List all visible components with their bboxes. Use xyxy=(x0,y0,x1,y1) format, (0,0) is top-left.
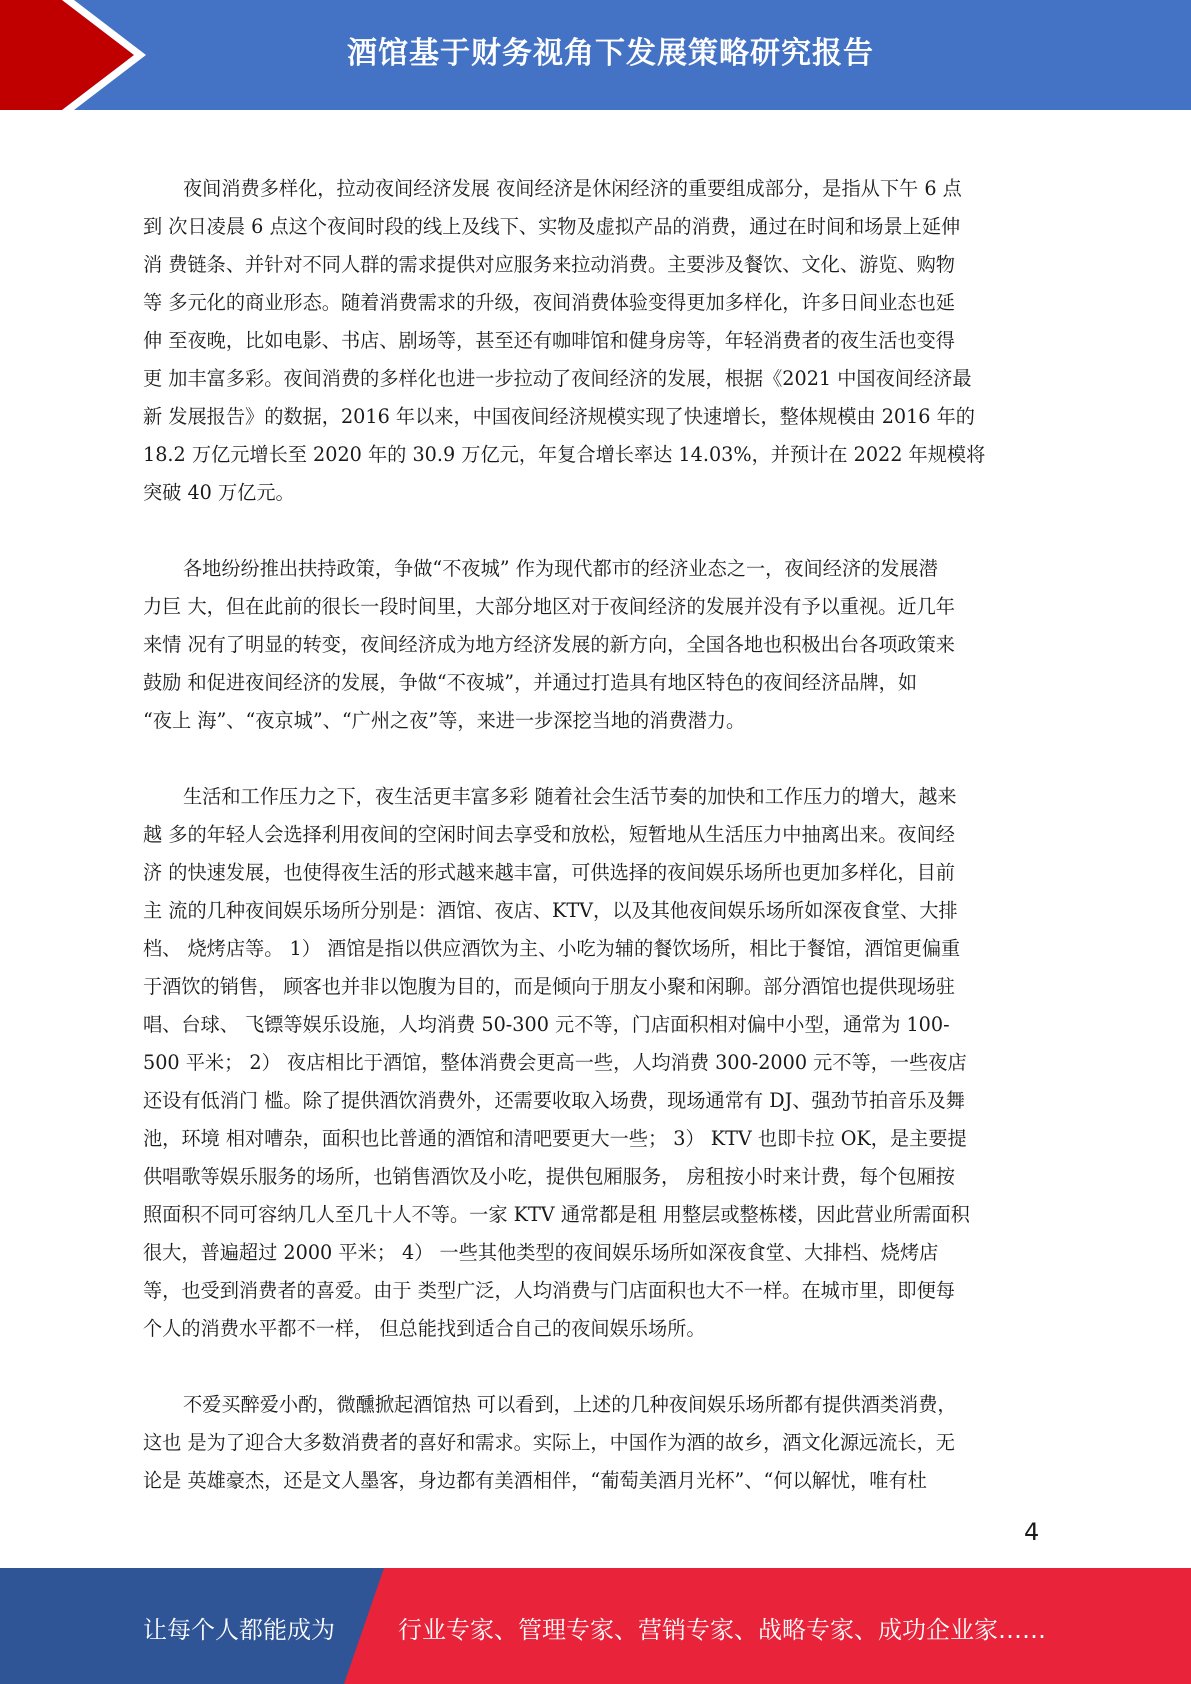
paragraph-line: 等 多元化的商业形态。随着消费需求的升级，夜间消费体验变得更加多样化，许多日间业态也延 xyxy=(143,291,955,314)
paragraph-line: 供唱歌等娱乐服务的场所，也销售酒饮及小吃，提供包厢服务， 房租按小时来计费，每个包厢按 xyxy=(143,1165,955,1188)
paragraph-line: 鼓励 和促进夜间经济的发展，争做“不夜城”，并通过打造具有地区特色的夜间经济品牌，如 xyxy=(143,671,918,694)
paragraph-line: 照面积不同可容纳几人至几十人不等。一家 KTV 通常都是租 用整层或整栋楼，因此营业所需面积 xyxy=(143,1203,970,1226)
document-body xyxy=(143,170,1048,1538)
paragraph-line: 越 多的年轻人会选择利用夜间的空闲时间去享受和放松，短暂地从生活压力中抽离出来。夜间经 xyxy=(143,823,955,846)
paragraph-line: 消 费链条、并针对不同人群的需求提供对应服务来拉动消费。主要涉及餐饮、文化、游览、购物 xyxy=(143,253,955,276)
page-header xyxy=(0,0,1191,110)
paragraph-line: 新 发展报告》的数据，2016 年以来，中国夜间经济规模实现了快速增长，整体规模由 2016 年的 xyxy=(143,405,975,428)
paragraph-line: 到 次日凌晨 6 点这个夜间时段的线上及线下、实物及虚拟产品的消费，通过在时间和场景上延伸 xyxy=(143,215,961,238)
paragraph-line: 夜间消费多样化，拉动夜间经济发展 夜间经济是休闲经济的重要组成部分，是指从下午 6 点 xyxy=(183,177,962,200)
footer-slogan-right: 行业专家、管理专家、营销专家、战略专家、成功企业家…… xyxy=(398,1616,1046,1644)
paragraph-line: 力巨 大，但在此前的很长一段时间里，大部分地区对于夜间经济的发展并没有予以重视。近几年 xyxy=(143,595,955,618)
paragraph-line: 等，也受到消费者的喜爱。由于 类型广泛，人均消费与门店面积也大不一样。在城市里，即便每 xyxy=(143,1279,955,1302)
paragraph-line: 伸 至夜晚，比如电影、书店、剧场等，甚至还有咖啡馆和健身房等，年轻消费者的夜生活也变得 xyxy=(143,329,955,352)
paragraph-line: 来情 况有了明显的转变，夜间经济成为地方经济发展的新方向，全国各地也积极出台各项政策来 xyxy=(143,633,955,656)
paragraph-line: 这也 是为了迎合大多数消费者的喜好和需求。实际上，中国作为酒的故乡，酒文化源远流长，无 xyxy=(143,1431,955,1454)
paragraph xyxy=(143,170,1048,512)
paragraph xyxy=(143,1386,1048,1500)
paragraph-line: 突破 40 万亿元。 xyxy=(143,481,295,504)
paragraph-line: “夜上 海”、“夜京城”、“广州之夜”等，来进一步深挖当地的消费潜力。 xyxy=(143,709,746,732)
paragraph-line: 唱、台球、 飞镖等娱乐设施，人均消费 50-300 元不等，门店面积相对偏中小型，通常为 100- xyxy=(143,1013,950,1036)
paragraph-line: 济 的快速发展，也使得夜生活的形式越来越丰富，可供选择的夜间娱乐场所也更加多样化，目前 xyxy=(143,861,955,884)
page-title: 酒馆基于财务视角下发展策略研究报告 xyxy=(347,36,874,71)
page-footer xyxy=(0,1568,1191,1684)
page-number: 4 xyxy=(1024,1518,1040,1546)
footer-slogan-left: 让每个人都能成为 xyxy=(143,1616,335,1644)
paragraph-line: 还设有低消门 槛。除了提供酒饮消费外，还需要收取入场费，现场通常有 DJ、强劲节拍音乐及舞 xyxy=(143,1089,965,1112)
paragraph-line: 论是 英雄豪杰，还是文人墨客，身边都有美酒相伴，“葡萄美酒月光杯”、“何以解忧，唯有杜 xyxy=(143,1469,927,1492)
paragraph-line: 18.2 万亿元增长至 2020 年的 30.9 万亿元，年复合增长率达 14.03%，并预计在 2022 年规模将 xyxy=(143,443,986,466)
paragraph-line: 生活和工作压力之下，夜生活更丰富多彩 随着社会生活节奏的加快和工作压力的增大，越来 xyxy=(183,785,957,808)
paragraph-line: 500 平米； 2） 夜店相比于酒馆，整体消费会更高一些，人均消费 300-2000 元不等，一些夜店 xyxy=(143,1051,967,1074)
paragraph-line: 个人的消费水平都不一样， 但总能找到适合自己的夜间娱乐场所。 xyxy=(143,1317,706,1340)
paragraph-line: 各地纷纷推出扶持政策，争做“不夜城” 作为现代都市的经济业态之一，夜间经济的发展潜 xyxy=(183,557,938,580)
paragraph-line: 不爱买醉爱小酌，微醺掀起酒馆热 可以看到，上述的几种夜间娱乐场所都有提供酒类消费， xyxy=(183,1393,957,1416)
paragraph-line: 更 加丰富多彩。夜间消费的多样化也进一步拉动了夜间经济的发展，根据《2021 中国夜间经济最 xyxy=(143,367,972,390)
paragraph xyxy=(143,778,1048,1348)
paragraph-line: 池，环境 相对嘈杂，面积也比普通的酒馆和清吧要更大一些； 3） KTV 也即卡拉 OK，是主要提 xyxy=(143,1127,967,1150)
paragraph-line: 很大，普遍超过 2000 平米； 4） 一些其他类型的夜间娱乐场所如深夜食堂、大排档、烧烤店 xyxy=(143,1241,939,1264)
paragraph-line: 于酒饮的销售， 顾客也并非以饱腹为目的，而是倾向于朋友小聚和闲聊。部分酒馆也提供现场驻 xyxy=(143,975,955,998)
paragraph-line: 档、 烧烤店等。 1） 酒馆是指以供应酒饮为主、小吃为辅的餐饮场所，相比于餐馆，酒馆更偏重 xyxy=(143,937,961,960)
paragraph-line: 主 流的几种夜间娱乐场所分别是：酒馆、夜店、KTV，以及其他夜间娱乐场所如深夜食堂、大排 xyxy=(143,899,958,922)
paragraph xyxy=(143,550,1048,740)
